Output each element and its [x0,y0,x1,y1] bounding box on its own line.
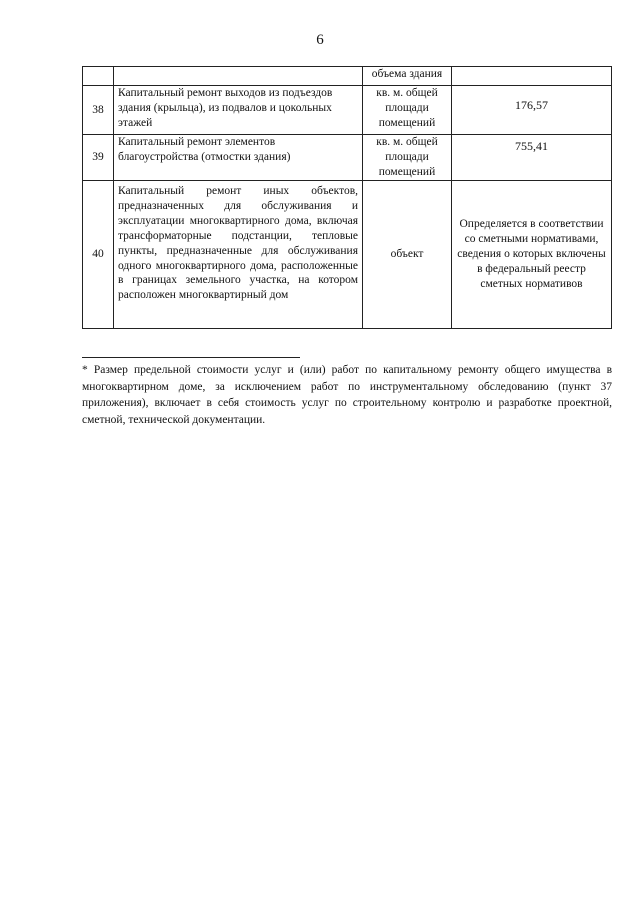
table-row [83,180,612,328]
row-number-cell: 39 [83,135,114,181]
work-name-cell: Капитальный ремонт элементов благоустройства (отмостки здания) [114,135,363,181]
unit-cell: объема здания [363,67,452,86]
unit-cell: кв. м. общей площади помещений [363,135,452,181]
price-cell [452,135,612,181]
price-cell [452,67,612,86]
price-value: 755,41 [515,139,548,153]
row-number-cell: 38 [83,86,114,135]
work-name-cell: Капитальный ремонт выходов из подъездов здания (крыльца), из подвалов и цокольных этажей [114,86,363,135]
table-row [83,86,612,135]
unit-cell: кв. м. общей площади помещений [363,86,452,135]
unit-cell: объект [363,180,452,328]
page-number: 6 [316,32,324,48]
price-value: 176,57 [515,98,548,112]
row-number-cell: 40 [83,180,114,328]
work-name-cell: Капитальный ремонт иных объектов, предназначенных для обслуживания и эксплуатации многоквартирного дома, включая трансформаторные подстанции, тепловые пункты, предназначенные для обслуживания одного многоквартирного дома, расположенные в границах земельного участка, на котором расположен многоквартирный дом [114,180,363,328]
footnote-divider [82,357,300,358]
row-number-cell [83,67,114,86]
table-row [83,67,612,86]
work-name-cell [114,67,363,86]
price-cell [452,86,612,135]
price-cell: Определяется в соответствии со сметными нормативами, сведения о которых включены в федеральный реестр сметных нормативов [452,180,612,328]
footnote-text: * Размер предельной стоимости услуг и (или) работ по капитальному ремонту общего имущества в многоквартирном доме, за исключением работ по инструментальному обследованию (пункт 37 приложения), включает в себя стоимость услуг по строительному контролю и разработке проектной, сметной, технической документации. [82,364,612,427]
cost-limits-table [82,66,612,329]
table-row [83,135,612,181]
